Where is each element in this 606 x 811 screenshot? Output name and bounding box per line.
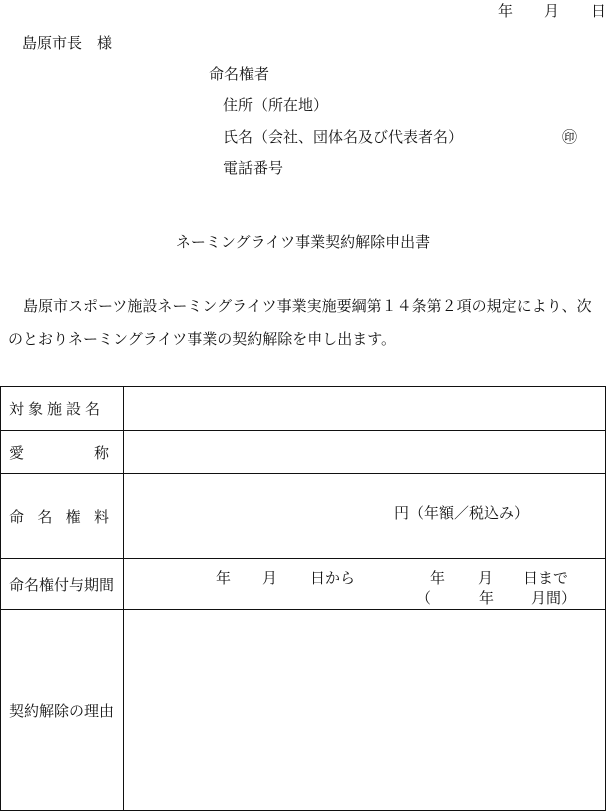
body-paragraph: 島原市スポーツ施設ネーミングライツ事業実施要綱第１４条第２項の規定により、次のとおりネーミングライツ事業の契約解除を申し出ます。	[8, 297, 592, 348]
table-row	[1, 610, 606, 811]
period-label: 命名権付与期間	[9, 575, 115, 594]
nickname-label-cell	[1, 431, 124, 474]
name-label: 氏名（会社、団体名及び代表者名）	[223, 128, 464, 146]
application-form-table	[0, 386, 606, 811]
nickname-label: 愛 称	[9, 443, 109, 462]
facility-label: 対象施設名	[9, 400, 105, 418]
facility-label-cell	[1, 387, 124, 431]
date-day: 日	[591, 2, 606, 20]
reason-value-cell[interactable]	[124, 610, 606, 811]
table-row	[1, 387, 606, 431]
table-row	[1, 474, 606, 559]
table-row	[1, 559, 606, 610]
document-title: ネーミングライツ事業契約解除申出書	[175, 233, 431, 251]
period-label-cell	[1, 559, 124, 610]
fee-label-cell	[1, 474, 124, 559]
table-row	[1, 431, 606, 474]
phone-label: 電話番号	[223, 159, 284, 177]
addressee: 島原市長 様	[22, 34, 113, 52]
reason-label: 契約解除の理由	[9, 701, 115, 720]
fee-label: 命 名 権 料	[9, 507, 109, 526]
date-year: 年	[498, 2, 514, 20]
applicant-heading: 命名権者	[209, 65, 270, 83]
seal-mark: ㊞	[562, 128, 578, 146]
facility-value-cell[interactable]	[124, 387, 606, 431]
fee-value-cell[interactable]	[124, 474, 606, 559]
address-label: 住所（所在地）	[223, 96, 329, 114]
fee-unit-text: 円（年額／税込み）	[394, 504, 530, 522]
date-month: 月	[544, 2, 560, 20]
period-range: 年 月 日から 年 月 日まで	[216, 569, 569, 587]
period-duration: （ 年 月間）	[416, 589, 577, 607]
period-value-cell[interactable]	[124, 559, 606, 610]
reason-label-cell	[1, 610, 124, 811]
nickname-value-cell[interactable]	[124, 431, 606, 474]
